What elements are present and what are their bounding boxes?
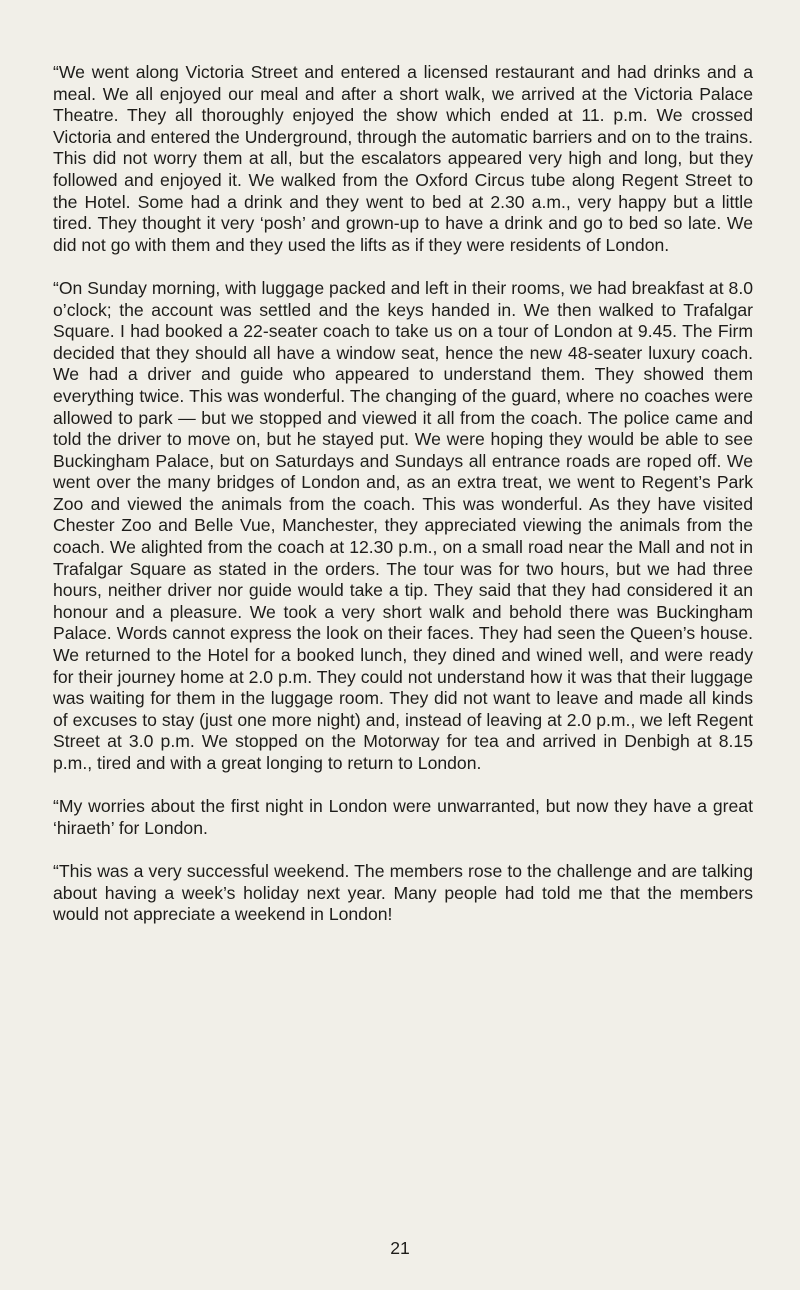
paragraph-sunday-tour: “On Sunday morning, with luggage packed and left in their rooms, we had breakfast at 8.0 o’clock; the account was settled and the keys handed in. We then walked to Trafalgar Square. I had booked a 22-seater coach to take us on a tour of London at 9.45. The Firm decided that they should all have a window seat, hence the new 48-seater luxury coach. We had a driver and guide who appeared to understand them. They showed them everything twice. This was wonderful. The changing of the guard, where no coaches were allowed to park — but we stopped and viewed it all from the coach. The police came and told the driver to move on, but he stayed put. We were hoping they would be able to see Buckingham Palace, but on Saturdays and Sundays all entrance roads are roped off. We went over the many bridges of London and, as an extra treat, we went to Regent’s Park Zoo and viewed the animals from the coach. This was wonderful. As they have visited Chester Zoo and Belle Vue, Manchester, they appreciated viewing the animals from the coach. We alighted from the coach at 12.30 p.m., on a small road near the Mall and not in Trafalgar Square as stated in the orders. The tour was for two hours, but we had three hours, neither driver nor guide would take a tip. They said that they had considered it an honour and a pleasure. We took a very short walk and behold there was Buckingham Palace. Words cannot express the look on their faces. They had seen the Queen’s house. We returned to the Hotel for a booked lunch, they dined and wined well, and were ready for their journey home at 2.0 p.m. They could not understand how it was that their luggage was waiting for them in the luggage room. They did not want to leave and made all kinds of excuses to stay (just one more night) and, instead of leaving at 2.0 p.m., we left Regent Street at 3.0 p.m. We stopped on the Motorway for tea and arrived in Denbigh at 8.15 p.m., tired and with a great longing to return to London. [53, 277, 753, 773]
paragraph-evening-out: “We went along Victoria Street and entered a licensed restaurant and had drinks and a meal. We all enjoyed our meal and after a short walk, we arrived at the Victoria Palace Theatre. They all thoroughly enjoyed the show which ended at 11. p.m. We crossed Victoria and entered the Underground, through the automatic barriers and on to the trains. This did not worry them at all, but the escalators appeared very high and long, but they followed and enjoyed it. We walked from the Oxford Circus tube along Regent Street to the Hotel. Some had a drink and they went to bed at 2.30 a.m., very happy but a little tired. They thought it very ‘posh’ and grown-up to have a drink and go to bed so late. We did not go with them and they used the lifts as if they were residents of London. [53, 62, 753, 255]
page-number: 21 [390, 1238, 410, 1258]
paragraph-worries: “My worries about the first night in London were unwarranted, but now they have a great ‘hiraeth’ for London. [53, 796, 753, 838]
paragraph-successful-weekend: “This was a very successful weekend. The members rose to the challenge and are talking about having a week’s holiday next year. Many people had told me that the members would not appreciate a weekend in London! [53, 860, 753, 925]
document-page [53, 62, 753, 947]
